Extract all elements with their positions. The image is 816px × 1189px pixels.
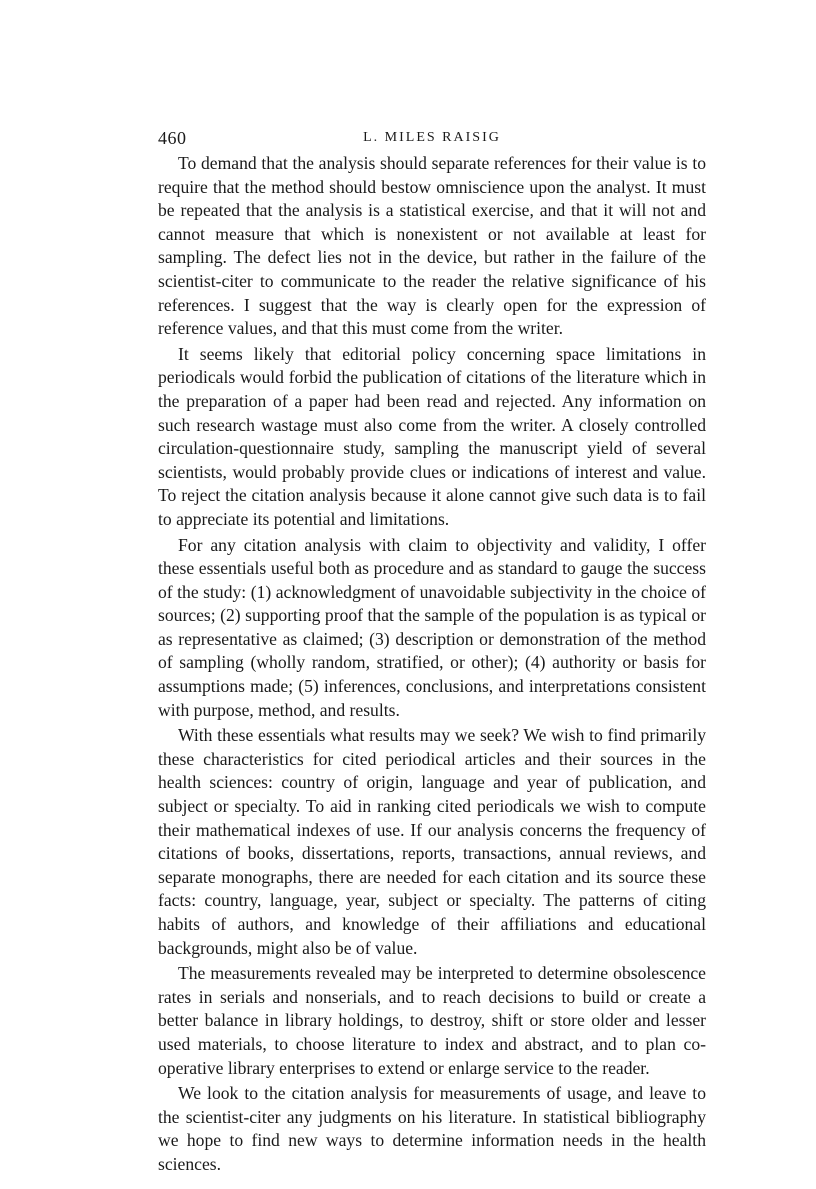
paragraph: To demand that the analysis should separate references for their value is to require that the method should bestow omniscience upon the analyst. It must be repeated that the analysis is a statistical exercise, and that it will not and cannot measure that which is nonexistent or not available at least for sampling. The defect lies not in the device, but rather in the failure of the scientist-citer to communicate to the reader the relative significance of his references. I suggest that the way is clearly open for the expression of reference values, and that this must come from the writer. xyxy=(158,153,706,339)
page-number: 460 xyxy=(158,128,187,148)
running-head: L. MILES RAISIG xyxy=(363,130,501,145)
paragraph: The measurements revealed may be interpreted to determine obsolescence rates in serials and nonserials, and to reach decisions to build or create a better balance in library holdings, to destroy, shift or store older and lesser used materials, to choose literature to index and abstract, and to plan co-operative library enterprises to extend or enlarge service to the reader. xyxy=(158,963,706,1078)
document-page xyxy=(158,118,706,1177)
paragraph: We look to the citation analysis for measurements of usage, and leave to the scientist-citer any judgments on his literature. In statistical bibliography we hope to find new ways to determine information needs in the health sciences. xyxy=(158,1083,706,1174)
body-text xyxy=(158,152,706,1177)
paragraph: For any citation analysis with claim to objectivity and validity, I offer these essentials useful both as procedure and as standard to gauge the success of the study: (1) acknowledgment of unavoidable subjectivity in the choice of sources; (2) supporting proof that the sample of the population is as typical or as representative as claimed; (3) description or demonstration of the method of sampling (wholly random, stratified, or other); (4) authority or basis for assumptions made; (5) inferences, conclusions, and interpretations consistent with purpose, method, and results. xyxy=(158,534,706,720)
page-header xyxy=(158,118,706,152)
paragraph: It seems likely that editorial policy concerning space limitations in periodicals would forbid the publication of citations of the literature which in the preparation of a paper had been read and rejected. Any information on such research wastage must also come from the writer. A closely controlled circulation-questionnaire study, sampling the manuscript yield of several scientists, would probably provide clues or indications of interest and value. To reject the citation analysis because it alone cannot give such data is to fail to appreciate its potential and limitations. xyxy=(158,343,706,529)
paragraph: With these essentials what results may we seek? We wish to find primarily these characteristics for cited periodical articles and their sources in the health sciences: country of origin, language and year of publication, and subject or specialty. To aid in ranking cited periodicals we wish to compute their mathematical indexes of use. If our analysis concerns the frequency of citations of books, dissertations, reports, transactions, annual reviews, and separate monographs, there are needed for each citation and its source these facts: country, language, year, subject or specialty. The patterns of citing habits of authors, and knowledge of their affiliations and educational backgrounds, might also be of value. xyxy=(158,725,706,958)
